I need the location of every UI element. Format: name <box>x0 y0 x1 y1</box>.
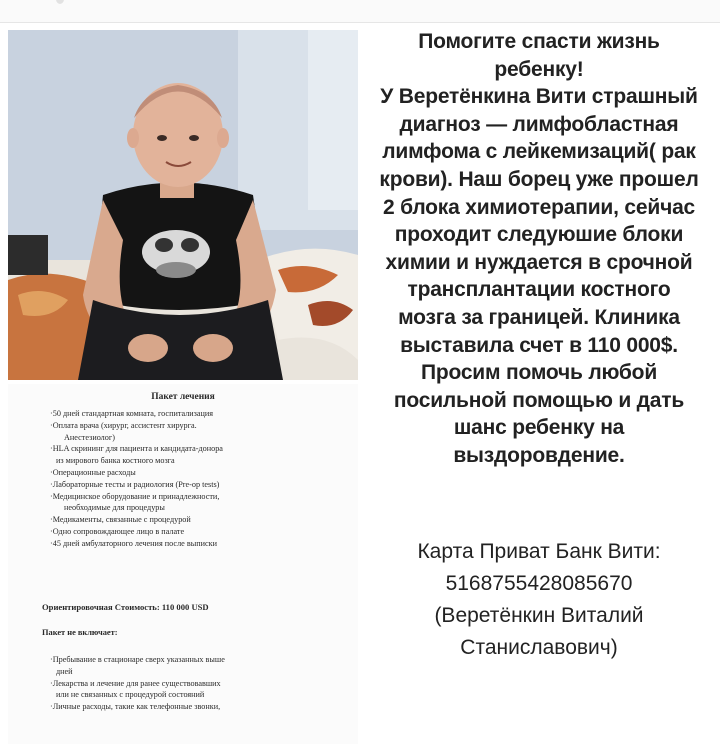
list-item: из мирового банка костного мозга <box>56 456 175 466</box>
document-title: Пакет лечения <box>151 392 215 402</box>
list-item: необходимые для процедуры <box>64 503 165 513</box>
appeal-text <box>358 28 720 470</box>
list-item: ·45 дней амбулаторного лечения после выписки <box>50 538 217 548</box>
list-item: ·Операционные расходы <box>50 467 136 477</box>
list-item: ·Пребывание в стационаре сверх указанных выше <box>50 655 225 664</box>
package-items-list <box>50 408 350 550</box>
excluded-title: Пакет не включает: <box>42 628 118 637</box>
list-item: ·Оплата врача (хирург, ассистент хирурга. <box>50 420 197 430</box>
list-item: ·Личные расходы, такие как телефонные звонки, <box>50 702 221 712</box>
list-item: ·HLA скрининг для пациента и кандидата-донора <box>50 444 223 454</box>
appeal-paragraph: Помогите спасти жизнь ребенку! У Веретёнкина Вити страшный диагноз — лимфобластная лимфома с лейкемизаций( рак крови). Наш борец уже прошел 2 блока химиотерапии, сейчас проходит следуюшие блоки химии и нуждается в срочной трансплантации костного мозга за границей. Клиника выставила счет в 110 000$. Просим помочь любой посильной помощью и дать шанс ребенку на выздоровдение. <box>379 30 699 467</box>
list-item: ·Лабораторные тесты и радиология (Pre-op tests) <box>50 479 220 489</box>
list-item: дней <box>56 666 73 676</box>
list-item: ·50 дней стандартная комната, госпитализация <box>50 409 214 418</box>
partial-avatar-icon <box>56 0 64 4</box>
list-item: ·Медицинское оборудование и принадлежности, <box>50 491 220 501</box>
child-photo <box>8 30 358 380</box>
card-holder-line1: (Веретёнкин Виталий <box>434 604 644 627</box>
treatment-package-document <box>8 384 358 744</box>
card-title: Карта Приват Банк Вити: <box>417 540 661 563</box>
list-item: ·Лекарства и лечение для ранее существовавших <box>50 678 221 688</box>
card-holder-line2: Станиславович) <box>460 636 618 659</box>
bank-card-info <box>358 536 720 664</box>
estimated-cost: Ориентировочная Стоимость: 110 000 USD <box>42 602 209 612</box>
list-item: Анестезиолог) <box>64 432 115 442</box>
list-item: ·Одно сопровождающее лицо в палате <box>50 526 185 536</box>
child-photo-illustration <box>8 30 358 380</box>
excluded-items-list <box>50 654 350 713</box>
top-bar <box>0 0 720 23</box>
card-number[interactable]: 5168755428085670 <box>445 572 633 595</box>
list-item: ·Медикаменты, связанные с процедурой <box>50 515 191 525</box>
list-item: или не связанных с процедурой состояний <box>56 690 205 700</box>
